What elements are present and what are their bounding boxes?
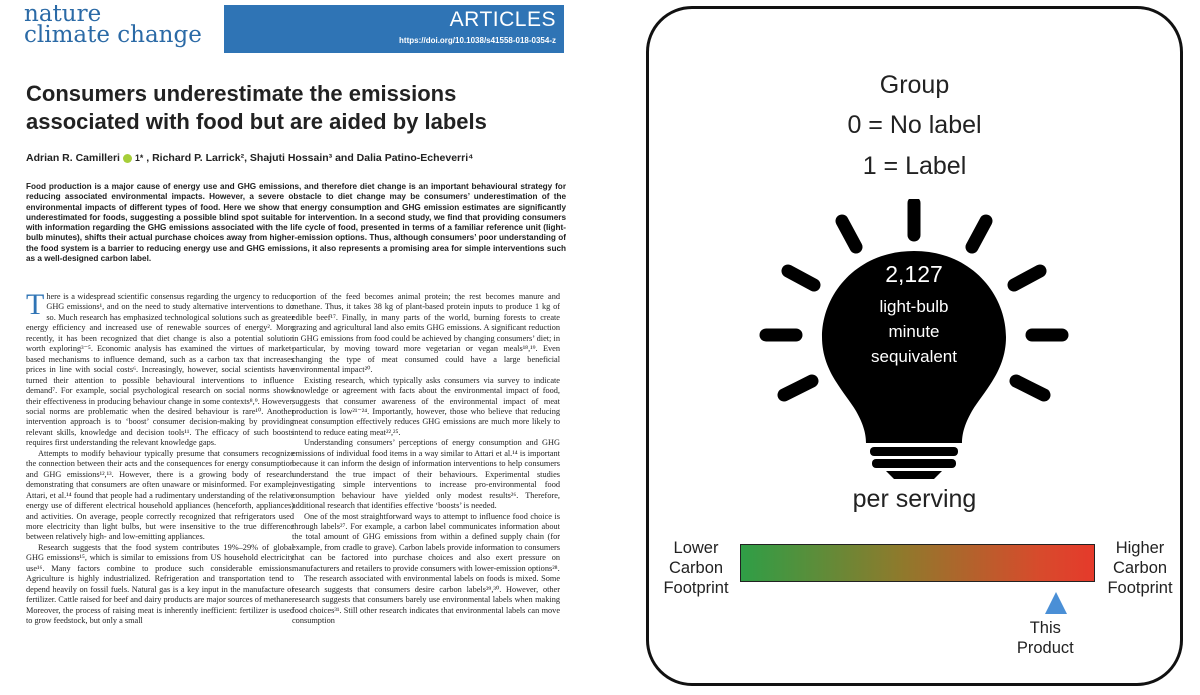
emissions-unit-line3: sequivalent	[870, 347, 957, 366]
legend-label: 1 = Label	[862, 152, 967, 180]
author-list	[26, 152, 566, 164]
body-paragraph: One of the most straightforward ways to attempt to influence food choice is through labels²⁷. For example, a carbon label communicates information about the total amount of GHG emissions from within a defined supply chain (for example, from cradle to grave). Carbon labels provide information to consumers that can be factored into purchase choices and also exert pressure on manufacturers and retailers to provide consumers with lower-emission options²⁸.	[292, 511, 560, 573]
journal-name-line2: climate change	[24, 22, 202, 48]
author-affiliation-mark: 1*	[134, 153, 144, 163]
per-serving-label: per serving	[852, 485, 977, 513]
author-names-rest: , Richard P. Larrick², Shajuti Hossain³ and Dalia Patino-Echeverri⁴	[146, 152, 474, 164]
emissions-value: 2,127	[885, 261, 943, 287]
section-banner	[224, 5, 564, 53]
emissions-unit-line2: minute	[888, 322, 940, 341]
product-marker-label	[995, 618, 1095, 658]
body-paragraph: Existing research, which typically asks consumers via survey to indicate knowledge or agreement with facts about the environmental impact of food, suggests that consumer awareness of the environmental impact of meat production is low²¹⁻²⁴. Importantly, however, those who believe that reducing meat consumption effectively reduces GHG emissions are much more likely to intend to reduce eating meat²²,²⁵.	[292, 375, 560, 437]
section-label: ARTICLES	[449, 8, 556, 31]
body-paragraph: Attempts to modify behaviour typically presume that consumers recognize the connection between their acts and the consequences for energy consumption and GHG emissions¹²,¹³. However, there is a growing body of research demonstrating that consumers are often unaware or misinformed. For example, Attari, et al.¹⁴ found that people had a rudimentary understanding of the relative energy use of different electrical household appliances (henceforth, appliances) and activities. On average, people correctly recognized that refrigerators used more electricity than light bulbs, but were insensitive to the true difference between relatively high- and low-emitting appliances.	[26, 448, 294, 542]
carbon-label-panel	[646, 6, 1183, 686]
scale-high-line3: Footprint	[1107, 579, 1173, 597]
scale-high-label	[1095, 538, 1185, 598]
author-name[interactable]: Adrian R. Camilleri	[26, 152, 120, 164]
abstract: Food production is a major cause of energy use and GHG emissions, and therefore diet change is an important behavioural strategy for reducing associated environmental impacts. However, a severe obstacle to diet change may be consumers’ underestimation of the environmental impacts of different types of food. Here we show that energy consumption and GHG emission estimates are significantly underestimated for foods, suggesting a possible blind spot suitable for intervention. In a second study, we find that providing consumers with information regarding the GHG emissions associated with the life cycle of food, presented in terms of a familiar reference unit (light-bulb minutes), shifts their actual purchase choices away from higher-emission options. Thus, although consumers’ poor understanding of the food system is a barrier to reducing energy use and GHG emissions, it also represents a promising area for simple interventions such as a well-designed carbon label.	[26, 182, 566, 264]
body-paragraph	[26, 292, 294, 449]
body-paragraph: portion of the feed becomes animal protein; the rest becomes manure and methane. Thus, it takes 38 kg of plant-based protein inputs to produce 1 kg of edible beef¹⁷. Finally, in many parts of the world, burning forests to create grazing and agricultural land also emits GHG emissions. A significant reduction in GHG emissions from food could be achieved by changing consumers’ diet; in particular, by moving toward more vegetarian or vegan meals¹⁸,¹⁹. Even changing the type of meat consumed could have a large beneficial environmental impact²⁰.	[292, 292, 560, 375]
scale-low-line3: Footprint	[663, 579, 729, 597]
journal-name-line1: nature	[24, 1, 102, 27]
scale-low-line2: Carbon	[668, 559, 724, 577]
scale-low-line1: Lower	[673, 539, 719, 557]
body-column-left	[26, 292, 294, 692]
legend-title: Group	[879, 71, 950, 99]
orcid-icon[interactable]	[123, 154, 132, 163]
scale-high-line2: Carbon	[1112, 559, 1168, 577]
marker-label-line2: Product	[1016, 639, 1074, 657]
legend-no-label: 0 = No label	[847, 111, 982, 139]
body-paragraph: Understanding consumers’ perceptions of energy consumption and GHG emissions of individual food items in a way similar to Attari et al.¹⁴ is important because it can inform the design of information interventions to help consumers understand the true impact of their behaviours. Experimental studies investigating simple interventions to increase pro-environmental food consumption behaviour have yielded only modest results²⁶. Therefore, additional research that identifies effective ‘boosts’ is needed.	[292, 438, 560, 511]
marker-label-line1: This	[1029, 619, 1061, 637]
product-marker-icon	[1044, 591, 1068, 615]
body-paragraph: The research associated with environmental labels on foods is mixed. Some research suggests that consumers desire carbon labels²⁹,³⁰. However, other research suggests that consumers barely use environmental labels when making food choices³¹. Still other research indicates that environmental labels can move consumption	[292, 574, 560, 626]
paper-title: Consumers underestimate the emissions associated with food but are aided by labels	[26, 81, 487, 134]
scale-high-line1: Higher	[1115, 539, 1165, 557]
drop-cap: T	[26, 292, 45, 321]
paragraph-text: here is a widespread scientific consensus regarding the urgency to reduce GHG emissions¹, and on the need to study alternative interventions to do so. Much research has emphasized technological solutions such as greater energy efficiency and increased use of renewable sources of energy². More recently, it has been recognized that diet change is also a potential solution worth exploring³⁻⁵. Economic analysis has examined the virtues of market-based mechanisms to influence demand, such as a carbon tax that increases prices in line with social costs⁶. Increasingly, however, social scientists have turned their attention to possible behavioural interventions to influence demand⁷. For example, social psychological research on social norms shows their effectiveness in producing behaviour change in some contexts⁸,⁹. However, social norms are problematic when the desired behaviour is rare¹⁰. Another intervention approach is to ‘boost’ consumer decision-making by providing relevant skills, knowledge and decision tools¹¹. The efficacy of such boosts requires first understanding the relevant knowledge gaps.	[26, 292, 294, 448]
body-paragraph: Research suggests that the food system contributes 19%–29% of global GHG emissions¹⁵, which is similar to emissions from US household electricity use¹⁶. Many factors combine to produce such considerable emissions. Agriculture is highly industrialized. Refrigeration and transportation tend to depend heavily on fossil fuels. Natural gas is a key input in the manufacture of fertilizer. Cattle raised for beef and dairy products are major sources of methane. Moreover, the process of raising meat is inherently inefficient: fertilizer is used to grow feedstock, but only a small	[26, 542, 294, 626]
carbon-footprint-gradient-bar	[740, 544, 1095, 582]
journal-logo[interactable]	[24, 1, 202, 48]
body-column-right	[292, 292, 560, 692]
doi-link[interactable]: https://doi.org/10.1038/s41558-018-0354-z	[399, 36, 556, 45]
scale-low-label	[651, 538, 741, 598]
emissions-unit-line1: light-bulb	[879, 297, 949, 316]
